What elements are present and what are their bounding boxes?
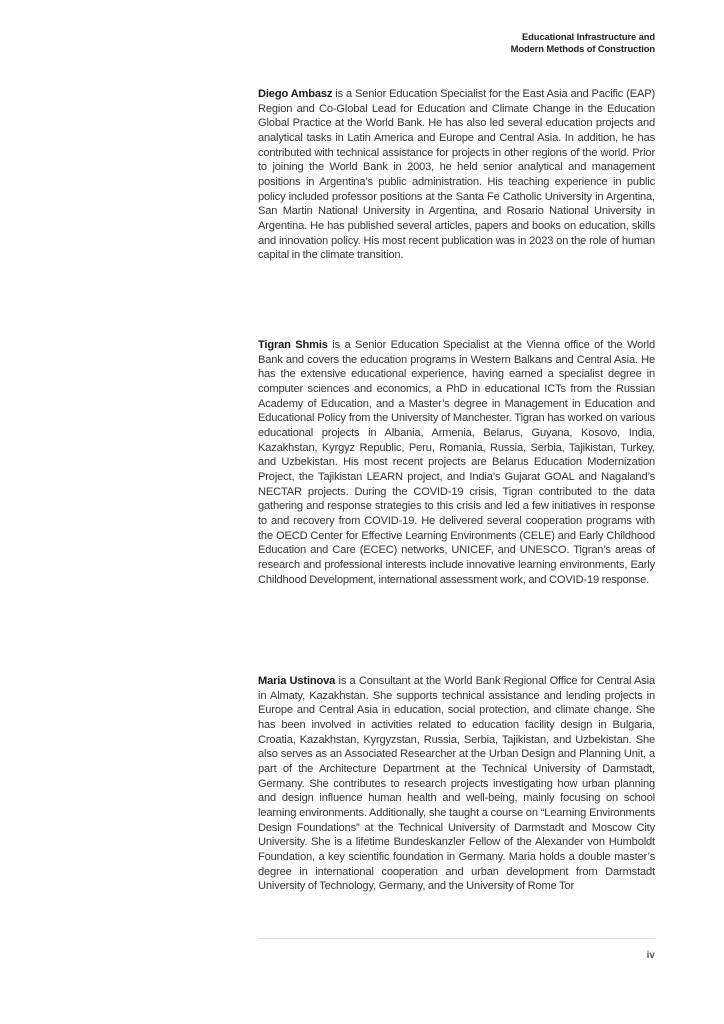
bio-maria-ustinova (258, 674, 655, 894)
bio-text: is a Senior Education Specialist for the East Asia and Pacific (EAP) Region and Co-Global Lead for Education and Climate Change in the Education Global Practice at the World Bank. He has also led several education projects and analytical tasks in Latin America and Europe and Central Asia. In addition, he has contributed with technical assistance for projects in other regions of the world. Prior to joining the World Bank in 2003, he held senior analytical and management positions in Argentina’s public administration. His teaching experience in public policy included professor positions at the Santa Fe Catholic University in Argentina, San Martin National University in Argentina, and Rosario National University in Argentina. He has published several articles, papers and books on education, skills and innovation policy. His most recent publication was in 2023 on the role of human capital in the climate transition. (258, 88, 655, 262)
running-header-line-1: Educational Infrastructure and (522, 31, 655, 42)
footer-divider (258, 938, 655, 939)
bio-name: Tigran Shmis (258, 339, 328, 351)
bio-name: Maria Ustinova (258, 675, 336, 687)
bio-text: is a Senior Education Specialist at the Vienna office of the World Bank and covers the education programs in Western Balkans and Central Asia. He has the extensive educational experience, having earned a specialist degree in computer sciences and economics, a PhD in educational ICTs from the Russian Academy of Education, and a Master’s degree in Management in Education and Educational Policy from the University of Manchester. Tigran has worked on various educational projects in Albania, Armenia, Belarus, Guyana, Kosovo, India, Kazakhstan, Kyrgyz Republic, Peru, Romania, Russia, Serbia, Tajikistan, Turkey, and Uzbekistan. His most recent projects are Belarus Education Modernization Project, the Tajikistan LEARN project, and India’s Gujarat GOAL and Nagaland’s NECTAR projects. During the COVID-19 crisis, Tigran contributed to the data gathering and response strategies to this crisis and led a few initiatives in response to and recovery from COVID-19. He delivered several cooperation programs with the OECD Center for Effective Learning Environments (CELE) and Early Childhood Education and Care (ECEC) networks, UNICEF, and UNESCO. Tigran’s areas of research and professional interests include innovative learning environments, Early Childhood Development, international assessment work, and COVID-19 response. (258, 339, 655, 586)
bio-diego-ambasz (258, 87, 655, 263)
running-header-line-2: Modern Methods of Construction (510, 43, 655, 54)
bio-name: Diego Ambasz (258, 88, 333, 100)
page-number: iv (646, 950, 655, 961)
running-header (511, 31, 655, 55)
bio-tigran-shmis (258, 338, 655, 587)
bio-text: is a Consultant at the World Bank Regional Office for Central Asia in Almaty, Kazakhstan. She supports technical assistance and lending projects in Europe and Central Asia in education, social protection, and climate change. She has been involved in activities related to education facility design in Bulgaria, Croatia, Kazakhstan, Kyrgyzstan, Russia, Serbia, Tajikistan, and Uzbekistan. She also serves as an Associated Researcher at the Urban Design and Planning Unit, a part of the Architecture Department at the Technical University of Darmstadt, Germany. She contributes to research projects investigating how urban planning and design influence human health and well-being, mainly focusing on school learning environments. Additionally, she taught a course on “Learning Environments Design Foundations” at the Technical University of Darmstadt and Moscow City University. She is a lifetime Bundeskanzler Fellow of the Alexander von Humboldt Foundation, a key scientific foundation in Germany. Maria holds a double master’s degree in international cooperation and urban development from Darmstadt University of Technology, Germany, and the University of Rome Tor (258, 675, 655, 893)
